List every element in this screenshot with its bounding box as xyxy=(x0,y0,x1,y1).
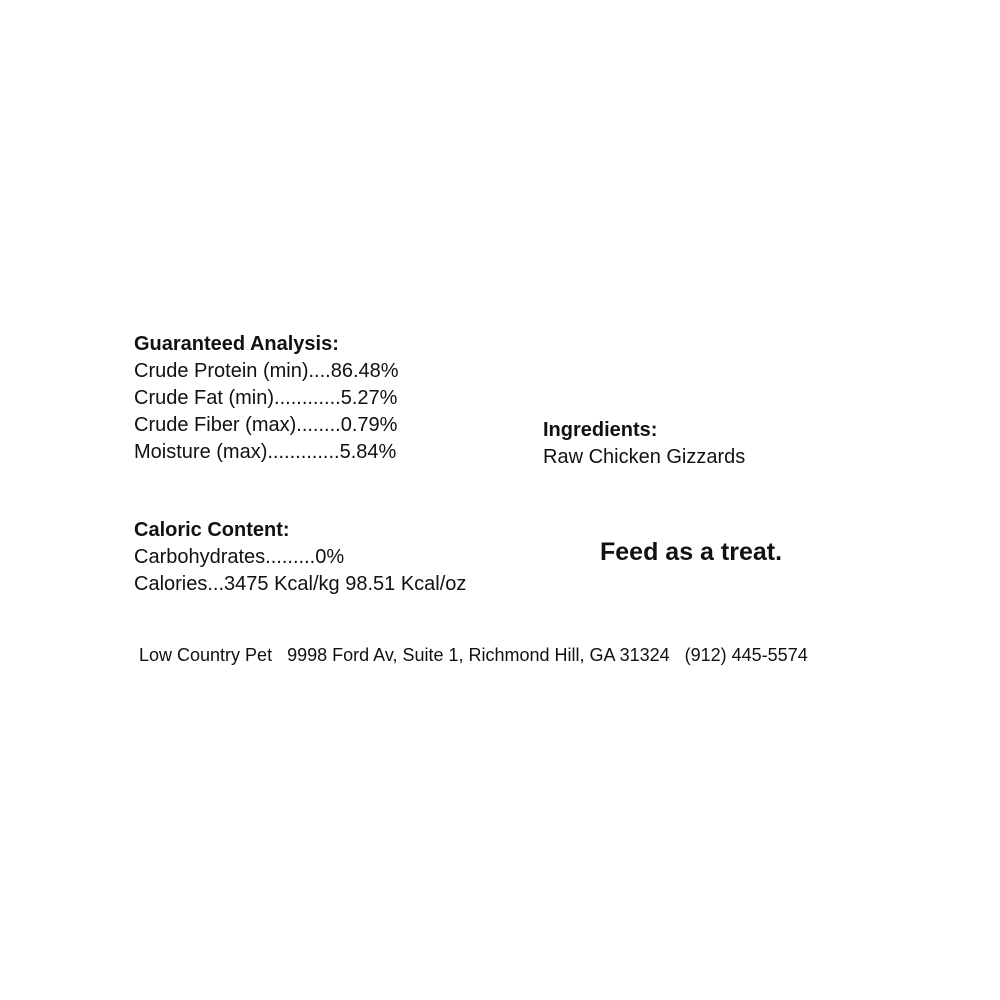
feeding-note: Feed as a treat. xyxy=(600,538,783,566)
ingredients-section xyxy=(543,417,745,471)
caloric-line-carbohydrates: Carbohydrates.........0% xyxy=(134,546,345,568)
analysis-line-fat: Crude Fat (min)............5.27% xyxy=(134,387,398,409)
ingredients-text: Raw Chicken Gizzards xyxy=(543,446,746,468)
analysis-line-protein: Crude Protein (min)....86.48% xyxy=(134,360,399,382)
caloric-content-heading: Caloric Content: xyxy=(134,519,290,541)
analysis-line-fiber: Crude Fiber (max)........0.79% xyxy=(134,414,398,436)
ingredients-heading: Ingredients: xyxy=(543,419,658,441)
caloric-line-calories: Calories...3475 Kcal/kg 98.51 Kcal/oz xyxy=(134,573,467,595)
company-footer: Low Country Pet 9998 Ford Av, Suite 1, Richmond Hill, GA 31324 (912) 445-5574 xyxy=(139,645,808,665)
analysis-line-moisture: Moisture (max).............5.84% xyxy=(134,441,397,463)
caloric-content-section xyxy=(134,517,466,598)
guaranteed-analysis-heading: Guaranteed Analysis: xyxy=(134,333,339,355)
guaranteed-analysis-section xyxy=(134,331,399,466)
